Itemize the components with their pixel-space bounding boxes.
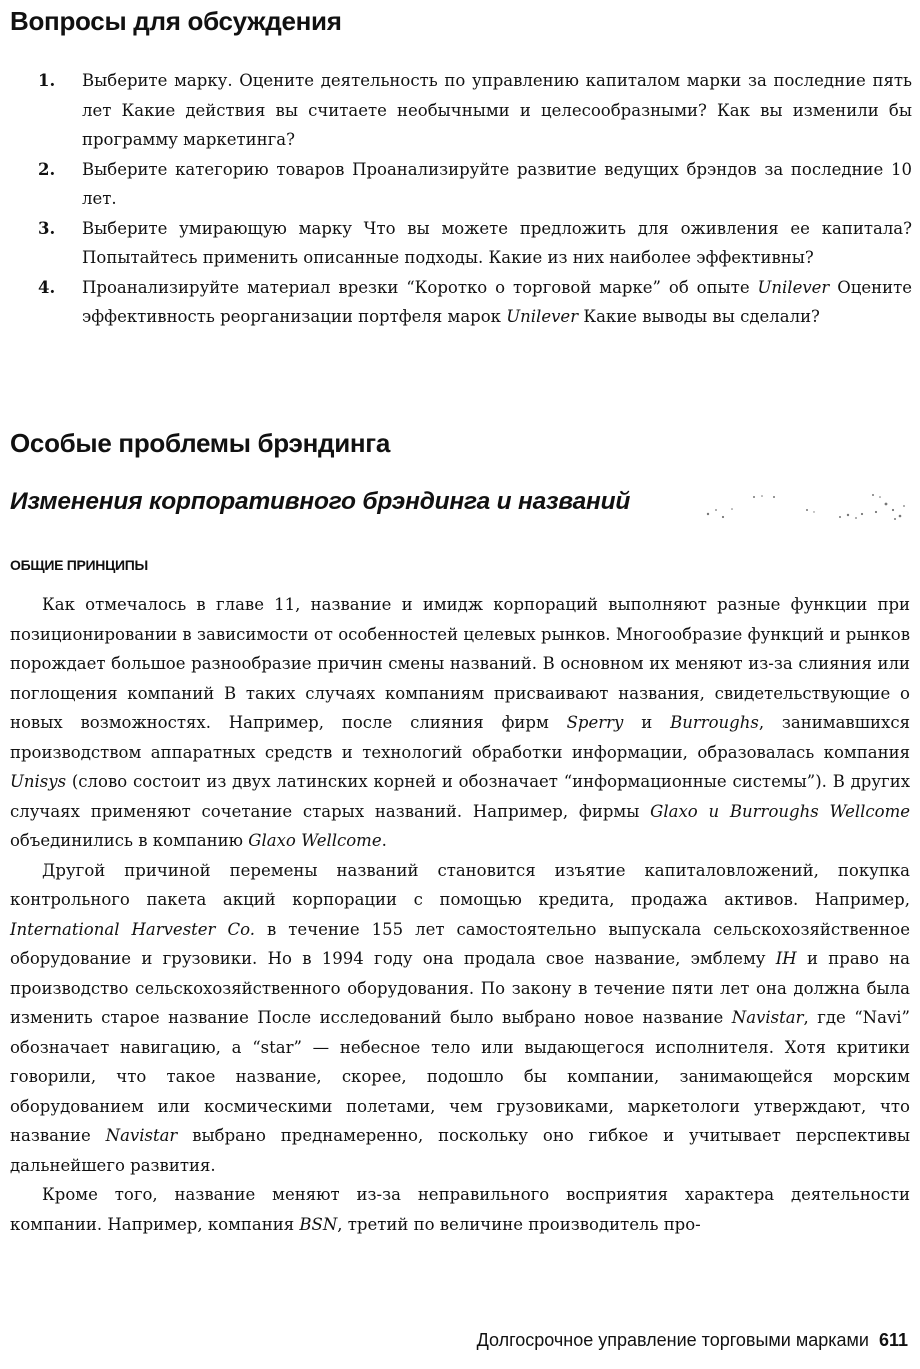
question-text: Выберите умирающую марку Что вы можете предложить для оживления ее капитала? Попытайтесь применить описанные подходы. Какие из них наиболее эффективны? <box>82 218 912 267</box>
company-name-navistar: Navistar <box>105 1126 178 1145</box>
special-branding-problems-heading: Особые проблемы брэндинга <box>10 428 390 458</box>
question-number: 3. <box>38 218 56 238</box>
corporate-branding-subheading: Изменения корпоративного брэндинга и названий <box>10 488 631 515</box>
main-body-text <box>10 590 910 1239</box>
company-name-sperry: Sperry <box>566 713 624 732</box>
question-text: Выберите категорию товаров Проанализируйте развитие ведущих брэндов за последние 10 лет. <box>82 159 912 208</box>
paragraph-text: выбрано преднамеренно, поскольку оно гибкое и учитывает перспективы дальнейшего развития. <box>10 1126 911 1175</box>
paragraph <box>10 590 910 856</box>
paragraph-text: , занимавшихся производством аппаратных средств и технологий обработки информации, образовалась компания <box>10 713 910 762</box>
paragraph-text: (слово состоит из двух латинских корней и обозначает “информационные системы”). В других случаях применяют сочетание старых названий. Например, фирмы <box>10 772 910 821</box>
question-text-part: Оцените эффективность реорганизации портфеля марок <box>82 277 912 326</box>
paragraph-text: . <box>381 831 387 850</box>
page-number: 611 <box>878 1330 908 1350</box>
question-text-part: Какие выводы вы сделали? <box>578 307 820 326</box>
paragraph-text: , где “Navi” обозначает навигацию, а “star” — небесное тело или выдающегося исполнителя. Хотя критики говорили, что такое название, скорее, подошло бы компании, занимающейся морским оборудованием или космическими полетами, чем грузовиками, маркетологи утверждают, что название <box>10 1008 910 1145</box>
running-footer-title: Долгосрочное управление торговыми марками <box>476 1330 869 1350</box>
company-name-glaxo-burroughs-wellcome: Glaxo и Burroughs Wellcome <box>650 801 910 821</box>
general-principles-subheading: ОБЩИЕ ПРИНЦИПЫ <box>10 557 148 573</box>
question-item <box>0 214 920 273</box>
question-text: Выберите марку. Оцените деятельность по управлению капиталом марки за последние пять лет Какие действия вы считаете необычными и целесообразными? Как вы изменили бы программу маркетинга? <box>82 71 912 149</box>
paragraph-text: объединились в компанию <box>10 831 249 850</box>
print-smear-decoration <box>690 490 915 528</box>
brand-name-unilever: Unilever <box>757 277 830 297</box>
question-number: 1. <box>38 71 56 90</box>
question-item <box>0 66 920 155</box>
discussion-questions-list <box>0 66 920 332</box>
paragraph-text: и <box>623 713 671 732</box>
paragraph-text: Как отмечалось в главе 11, название и имидж корпораций выполняют разные функции при позиционировании в зависимости от особенностей целевых рынков. Многообразие функций и рынков порождает большое разнообразие причин смены названий. В основном их меняют из-за слияния или поглощения компаний В таких случаях компаниям присваивают названия, свидетельствующие о новых возможностях. Например, после слияния фирм <box>10 595 910 732</box>
company-name-navistar: Navistar <box>731 1008 804 1027</box>
discussion-questions-heading: Вопросы для обсуждения <box>10 6 342 36</box>
question-text-part: Проанализируйте материал врезки “Коротко о торговой марке” об опыте <box>82 277 758 297</box>
company-name-burroughs: Burroughs <box>670 713 759 732</box>
paragraph-text: Кроме того, название меняют из-за неправильного восприятия характера деятельности компании. Например, компания <box>10 1185 910 1234</box>
question-item <box>0 273 920 332</box>
company-name-glaxo-wellcome: Glaxo Wellcome <box>248 831 382 850</box>
question-number: 4. <box>38 277 56 297</box>
company-name-bsn: BSN <box>299 1214 338 1234</box>
paragraph-text: , третий по величине производитель про- <box>337 1214 701 1234</box>
paragraph-text: Другой причиной перемены названий становится изъятие капиталовложений, покупка контрольного пакета акций корпорации с помощью кредита, продажа активов. Например, <box>10 860 910 909</box>
paragraph-text: и право на производство сельскохозяйственного оборудования. По закону в течение пяти лет она должна была изменить старое название После исследований было выбрано новое название <box>10 949 911 1027</box>
company-name-unisys: Unisys <box>10 772 67 791</box>
emblem-name-ih: IH <box>775 949 797 968</box>
brand-name-unilever: Unilever <box>506 307 579 326</box>
page-footer <box>477 1330 908 1351</box>
paragraph <box>10 856 910 1181</box>
paragraph <box>10 1180 910 1239</box>
paragraph-text: в течение 155 лет самостоятельно выпускала сельскохозяйственное оборудование и грузовики. Но в 1994 году она продала свое название, эмблему <box>10 919 910 968</box>
question-item <box>0 155 920 214</box>
company-name-international-harvester: International Harvester Co. <box>10 919 255 939</box>
question-number: 2. <box>38 159 56 179</box>
